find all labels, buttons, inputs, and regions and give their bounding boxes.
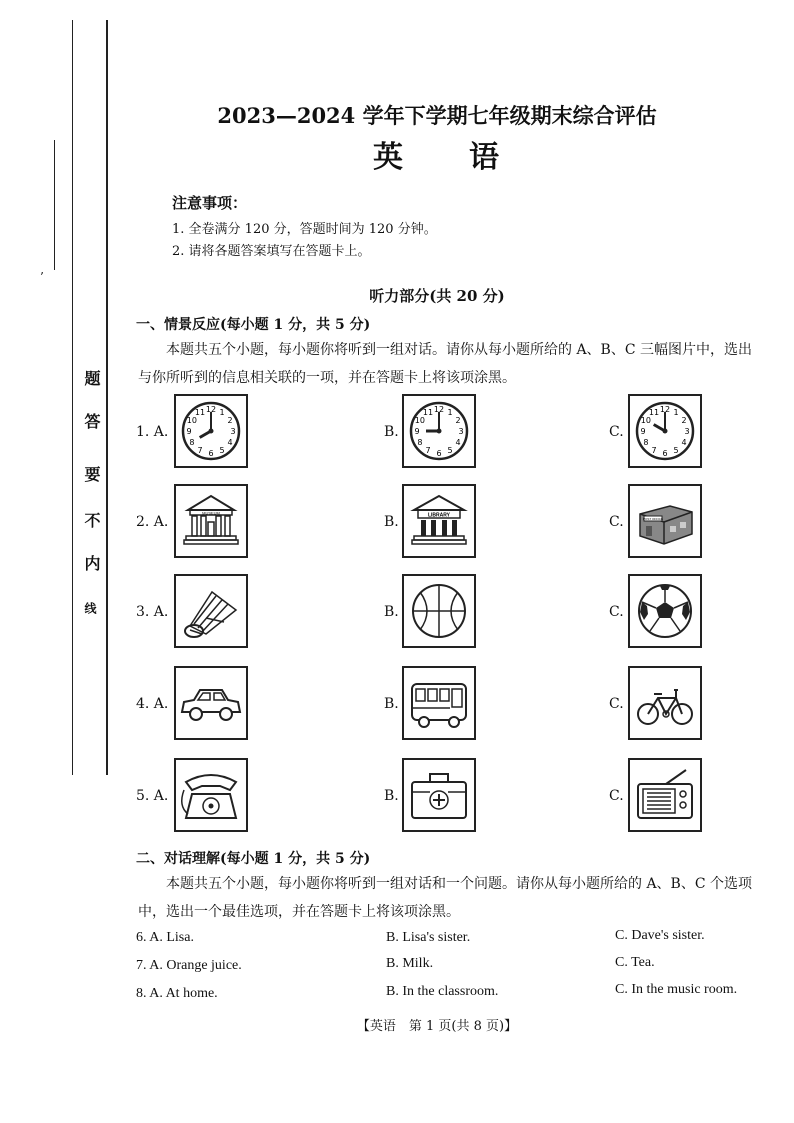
svg-text:3: 3 [458, 427, 464, 436]
svg-text:9: 9 [186, 427, 192, 436]
clock-10-icon [628, 394, 702, 468]
svg-text:11: 11 [194, 407, 206, 417]
bus-icon [402, 666, 476, 740]
q8-option-b: B. In the classroom. [386, 984, 499, 999]
q8-option-a: 8. A. At home. [136, 986, 218, 1001]
svg-text:POST OFFICE: POST OFFICE [643, 517, 663, 521]
car-icon [174, 666, 248, 740]
svg-text:12: 12 [205, 405, 217, 414]
q6-option-c: C. Dave's sister. [615, 928, 705, 943]
q5-option-c-label: C. [609, 788, 624, 804]
basketball-icon [402, 574, 476, 648]
svg-text:MUSEUM: MUSEUM [202, 510, 220, 516]
notes-item: 1. 全卷满分 120 分，答题时间为 120 分钟。 [172, 222, 437, 237]
svg-text:1: 1 [219, 407, 225, 417]
svg-text:1: 1 [447, 407, 453, 417]
svg-text:6: 6 [662, 449, 668, 458]
svg-text:8: 8 [643, 438, 649, 447]
svg-text:4: 4 [227, 438, 233, 447]
svg-text:12: 12 [433, 405, 445, 414]
svg-text:9: 9 [640, 427, 646, 436]
svg-text:7: 7 [651, 446, 657, 456]
q2-option-a-label: 2. A. [136, 514, 169, 530]
svg-text:4: 4 [681, 438, 687, 447]
svg-text:6: 6 [208, 449, 214, 458]
q1-option-b-label: B. [384, 424, 399, 440]
svg-text:5: 5 [447, 446, 453, 456]
svg-text:2: 2 [681, 416, 687, 425]
page-title: 2023—2024 学年下学期七年级期末综合评估 [217, 103, 657, 128]
svg-text:9: 9 [414, 427, 420, 436]
svg-text:10: 10 [186, 416, 197, 425]
svg-text:10: 10 [640, 416, 651, 425]
q6-option-a: 6. A. Lisa. [136, 930, 194, 945]
clock-9-icon [402, 394, 476, 468]
part1-instruction: 本题共五个小题，每小题你将听到一组对话。请你从每小题所给的 A、B、C 三幅图片中，选出与你所听到的信息相关联的一项，并在答题卡上将该项涂黑。 [138, 342, 753, 386]
margin-char: 要 [82, 466, 101, 482]
part2-instruction: 本题共五个小题，每小题你将听到一组对话和一个问题。请你从每小题所给的 A、B、C 个选项中，选出一个最佳选项，并在答题卡上将该项涂黑。 [138, 876, 753, 920]
part1-heading: 一、情景反应(每小题 1 分，共 5 分) [136, 317, 371, 333]
post-office-building-icon [628, 484, 702, 558]
q3-option-b-label: B. [384, 604, 399, 620]
football-icon [628, 574, 702, 648]
q6-option-b: B. Lisa's sister. [386, 930, 471, 945]
subject-title: 英 语 [373, 140, 501, 175]
q5-option-a-label: 5. A. [136, 788, 169, 804]
svg-text:8: 8 [189, 438, 195, 447]
svg-text:11: 11 [648, 407, 660, 417]
page-footer: 【英语 第 1 页(共 8 页)】 [356, 1019, 518, 1034]
margin-char: 答 [82, 413, 101, 429]
library-building-icon [402, 484, 476, 558]
svg-text:4: 4 [455, 438, 461, 447]
svg-text:3: 3 [230, 427, 236, 436]
q3-option-a-label: 3. A. [136, 604, 169, 620]
svg-text:3: 3 [684, 427, 690, 436]
q8-option-c: C. In the music room. [615, 982, 738, 997]
telephone-icon [174, 758, 248, 832]
q7-option-b: B. Milk. [386, 956, 434, 971]
shuttlecock-icon [174, 574, 248, 648]
svg-text:12: 12 [659, 405, 671, 414]
svg-text:7: 7 [425, 446, 431, 456]
notes-heading: 注意事项： [172, 194, 248, 212]
margin-char: 线 [83, 602, 97, 614]
svg-text:11: 11 [422, 407, 434, 417]
museum-building-icon [174, 484, 248, 558]
radio-icon [628, 758, 702, 832]
listening-title: 听力部分(共 20 分) [369, 287, 505, 305]
clock-8-icon [174, 394, 248, 468]
q7-option-c: C. Tea. [615, 955, 655, 970]
margin-char: 题 [82, 370, 101, 386]
part2-heading: 二、对话理解(每小题 1 分，共 5 分) [136, 851, 371, 867]
margin-char: 不 [82, 512, 101, 528]
q4-option-a-label: 4. A. [136, 696, 169, 712]
q4-option-b-label: B. [384, 696, 399, 712]
bike-icon [628, 666, 702, 740]
svg-text:5: 5 [219, 446, 225, 456]
first-aid-kit-icon [402, 758, 476, 832]
q2-option-b-label: B. [384, 514, 399, 530]
q5-option-b-label: B. [384, 788, 399, 804]
svg-text:LIBRARY: LIBRARY [427, 512, 451, 519]
svg-text:2: 2 [227, 416, 233, 425]
svg-text:8: 8 [417, 438, 423, 447]
q7-option-a: 7. A. Orange juice. [136, 958, 242, 973]
q2-option-c-label: C. [609, 514, 624, 530]
svg-text:7: 7 [197, 446, 203, 456]
svg-text:10: 10 [414, 416, 425, 425]
q4-option-c-label: C. [609, 696, 624, 712]
q1-option-a-label: 1. A. [136, 424, 169, 440]
q3-option-c-label: C. [609, 604, 624, 620]
margin-mark: ’ [40, 270, 44, 284]
svg-text:5: 5 [673, 446, 679, 456]
svg-text:1: 1 [673, 407, 679, 417]
q1-option-c-label: C. [609, 424, 624, 440]
svg-text:2: 2 [455, 416, 461, 425]
svg-text:6: 6 [436, 449, 442, 458]
margin-char: 内 [82, 555, 101, 571]
notes-item: 2. 请将各题答案填写在答题卡上。 [172, 244, 371, 259]
